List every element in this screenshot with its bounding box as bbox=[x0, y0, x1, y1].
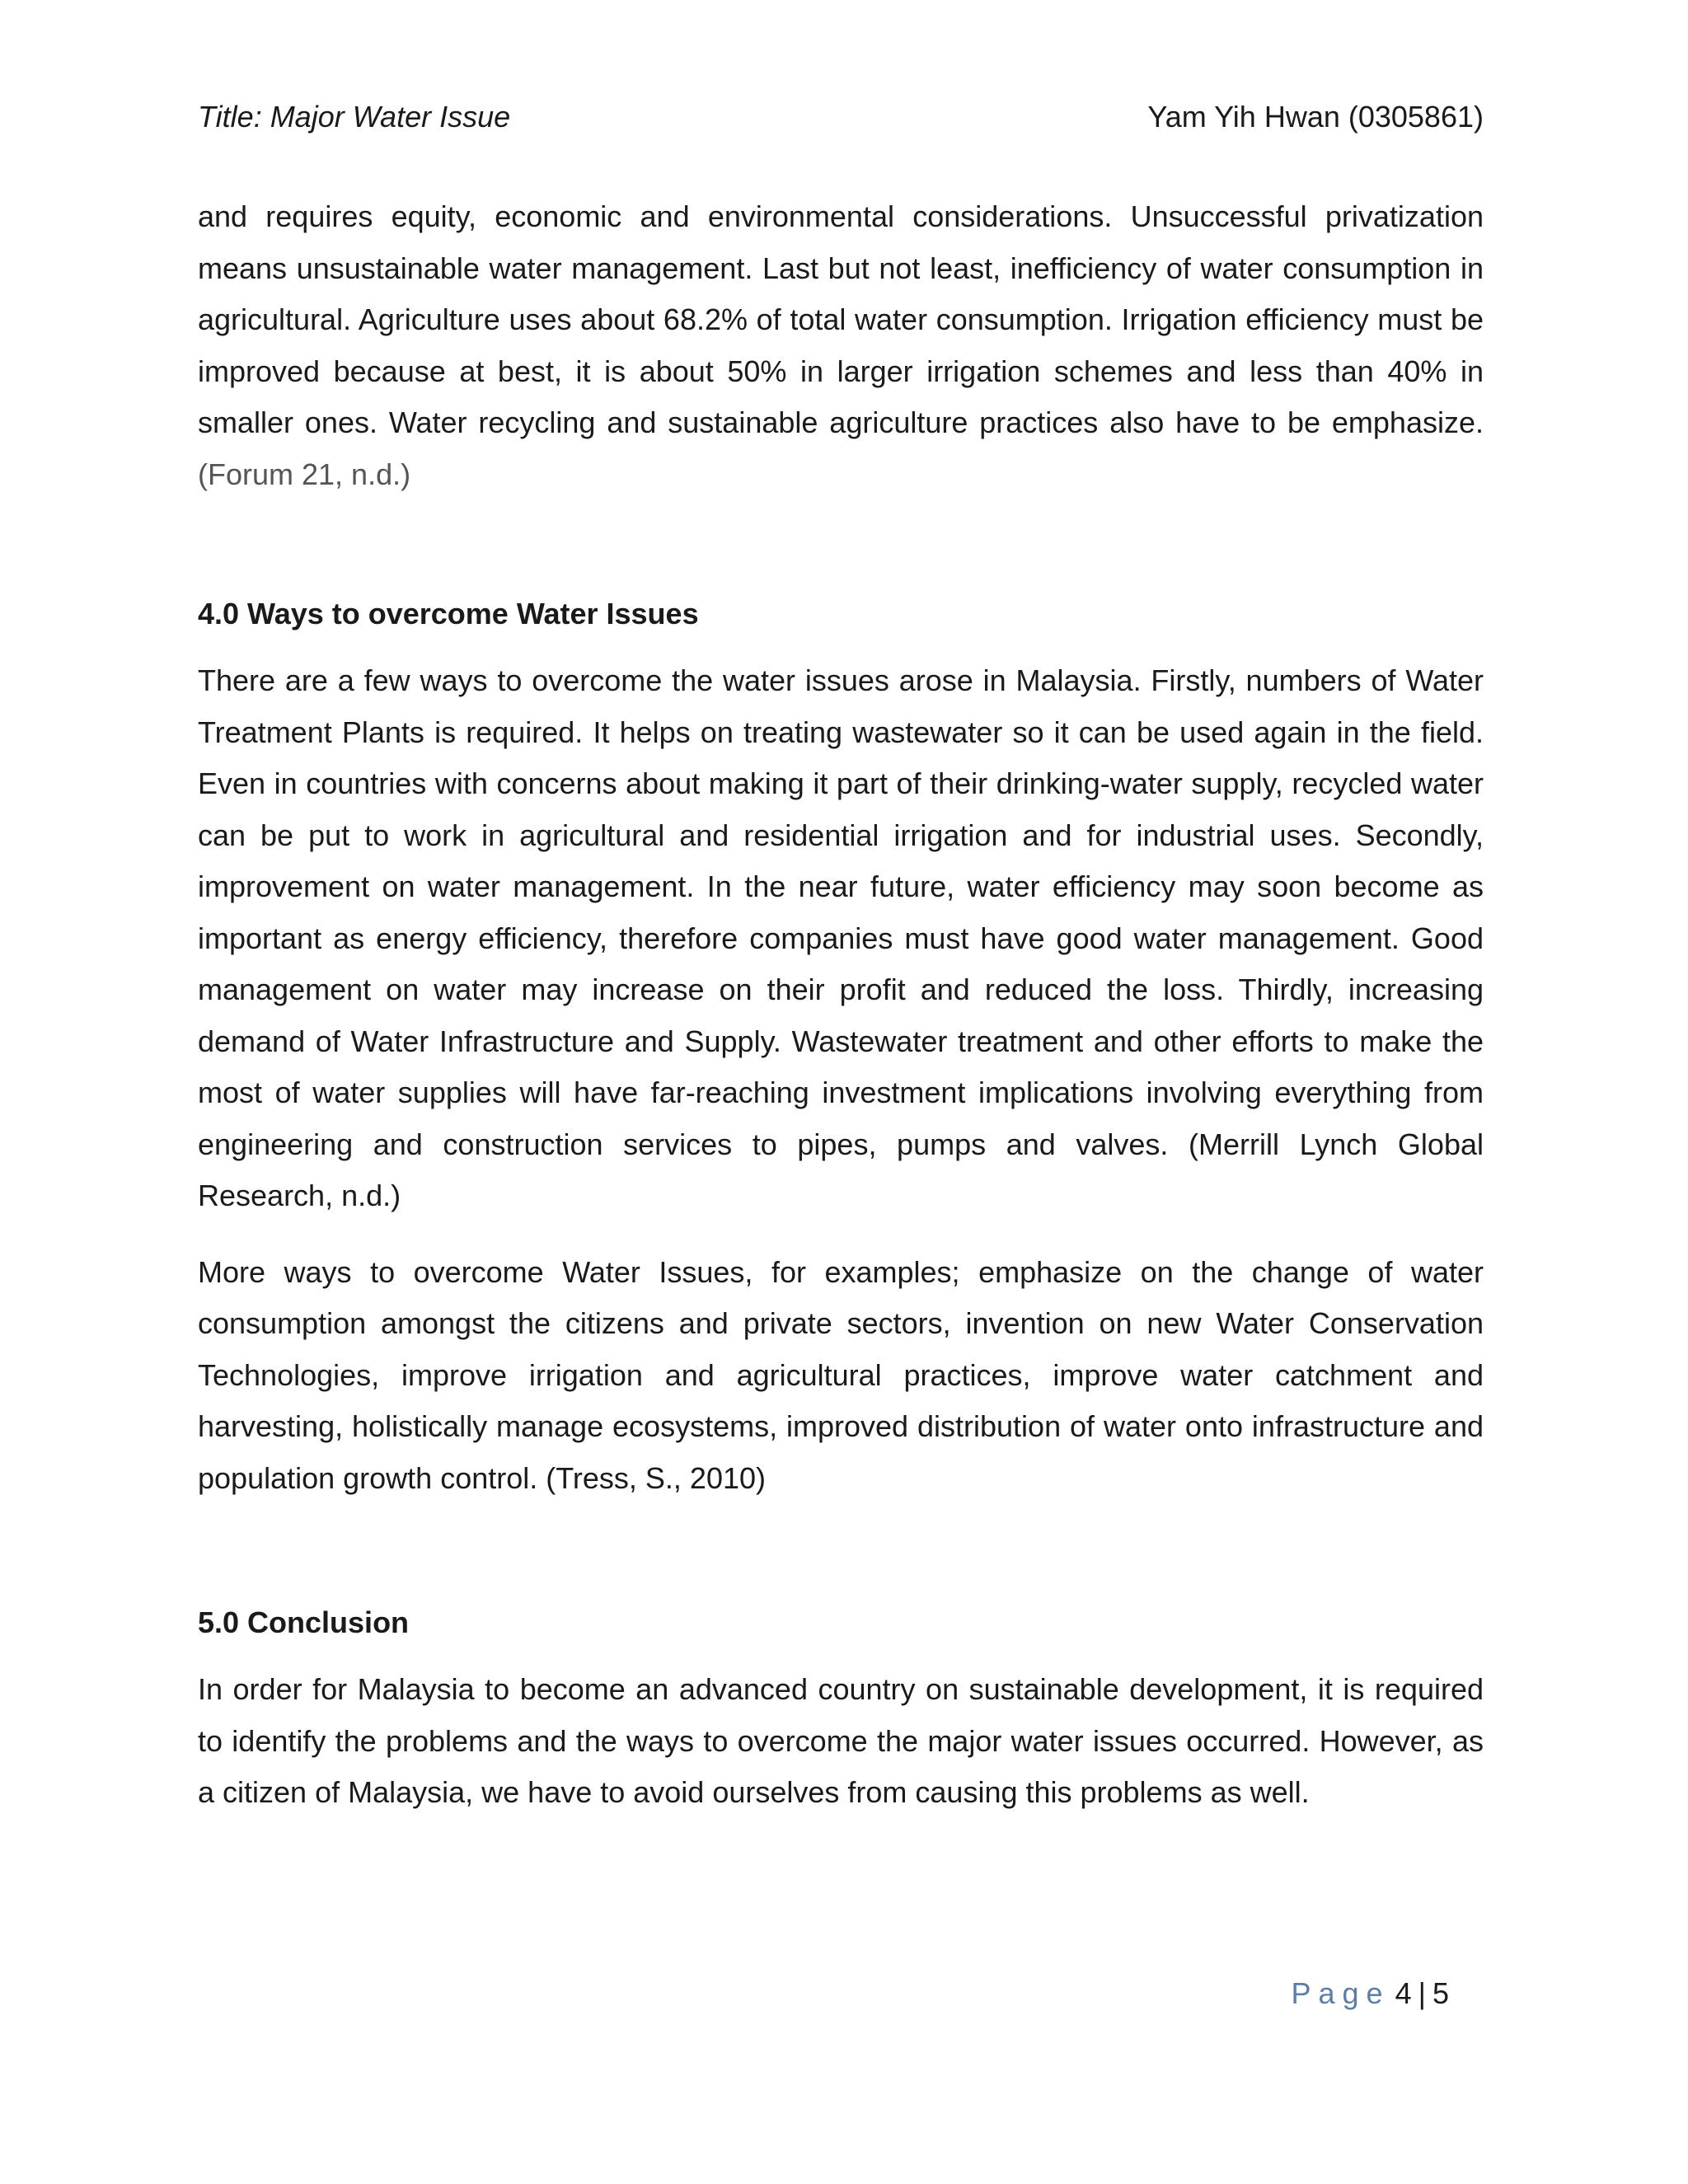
header-title: Title: Major Water Issue bbox=[198, 100, 511, 134]
section-4-paragraph-2: More ways to overcome Water Issues, for examples; emphasize on the change of water consumption amongst the citizens and private sectors, invention on new Water Conservation Technologies, improve irrigation and agricultural practices, improve water catchment and harvesting, holistically manage ecosystems, improved distribution of water onto infrastructure and population growth control. (Tress, S., 2010) bbox=[198, 1254, 1484, 1495]
page-header bbox=[198, 97, 1484, 137]
intro-paragraph-text: and requires equity, economic and environmental considerations. Unsuccessful privatization means unsustainable water management. Last but not least, inefficiency of water consumption in agricultural. Agriculture uses about 68.2% of total water consumption. Irrigation efficiency must be improved because at best, it is about 50% in larger irrigation schemes and less than 40% in smaller ones. Water recycling and sustainable agriculture practices also have to be emphasize. bbox=[198, 199, 1484, 439]
header-author: Yam Yih Hwan (0305861) bbox=[1147, 100, 1484, 134]
total-pages-number: 5 bbox=[1432, 1976, 1449, 2010]
section-4-heading: 4.0 Ways to overcome Water Issues bbox=[198, 597, 699, 630]
page-footer bbox=[1292, 1974, 1450, 2013]
section-4-paragraph-1: There are a few ways to overcome the water issues arose in Malaysia. Firstly, numbers of Water Treatment Plants is required. It helps on treating wastewater so it can be used again in the field. Even in countries with concerns about making it part of their drinking-water supply, recycled water can be put to work in agricultural and residential irrigation and for industrial uses. Secondly, improvement on water management. In the near future, water efficiency may soon become as important as energy efficiency, therefore companies must have good water management. Good management on water may increase on their profit and reduced the loss. Thirdly, increasing demand of Water Infrastructure and Supply. Wastewater treatment and other efforts to make the most of water supplies will have far-reaching investment implications involving everything from engineering and construction services to pipes, pumps and valves. (Merrill Lynch Global Research, n.d.) bbox=[198, 663, 1484, 1212]
intro-paragraph bbox=[198, 191, 1484, 500]
intro-citation: (Forum 21, n.d.) bbox=[198, 457, 411, 491]
page-separator: | bbox=[1418, 1976, 1426, 2010]
page-content bbox=[198, 191, 1484, 1819]
page-label: Page bbox=[1291, 1976, 1390, 2010]
current-page-number: 4 bbox=[1395, 1976, 1412, 2010]
section-5-paragraph: In order for Malaysia to become an advanced country on sustainable development, it is required to identify the problems and the ways to overcome the major water issues occurred. However, as a citizen of Malaysia, we have to avoid ourselves from causing this problems as well. bbox=[198, 1672, 1484, 1809]
section-5-heading: 5.0 Conclusion bbox=[198, 1605, 410, 1639]
